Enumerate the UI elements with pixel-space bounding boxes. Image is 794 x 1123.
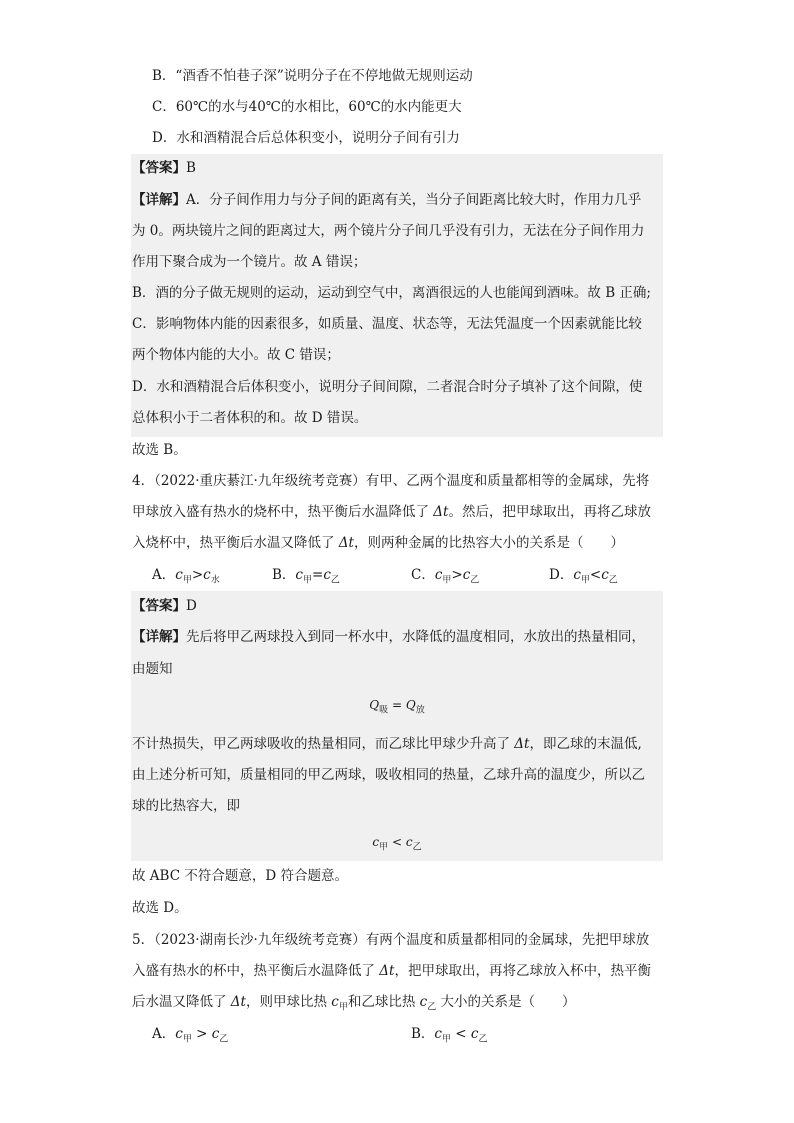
q3-conclusion: 故选 B。	[132, 442, 187, 458]
q4-option-b[interactable]: B．$c_甲=c_乙$	[272, 567, 340, 586]
q4-stem-line: 入烧杯中，热平衡后水温又降低了 Δt，则两种金属的比热容大小的关系是（ ）	[132, 535, 624, 551]
q3-detail-line: D．水和酒精混合后体积变小，说明分子间间隙，二者混合时分子填补了这个间隙，使	[132, 379, 643, 395]
answer-tag: 【答案】	[132, 160, 186, 176]
q4-detail-line: 不计热损失，甲乙两球吸收的热量相同，而乙球比甲球少升高了 Δt，即乙球的末温低,	[132, 736, 642, 752]
q4-detail-line: 【详解】先后将甲乙两球投入到同一杯水中，水降低的温度相同，水放出的热量相同，	[132, 629, 645, 645]
q4-detail-line: 由上述分析可知，质量相同的甲乙两球，吸收相同的热量，乙球升高的温度少，所以乙	[132, 767, 645, 783]
q3-detail-line: 【详解】A．分子间作用力与分子间的距离有关，当分子间距离比较大时，作用力几乎	[132, 192, 642, 208]
q5-stem-line: 入盛有热水的杯中，热平衡后水温降低了 Δt，把甲球取出，再将乙球放入杯中，热平衡	[132, 963, 651, 979]
q4-detail-line: 球的比热容大，即	[132, 798, 240, 814]
q3-detail-line: 两个物体内能的大小。故 C 错误；	[132, 347, 340, 363]
q3-answer	[132, 158, 662, 178]
q5-stem-line: 5．（2023·湖南长沙·九年级统考竞赛）有两个温度和质量都相同的金属球，先把甲球放	[132, 932, 650, 948]
q3-detail-line: B．酒的分子做无规则的运动，运动到空气中，离酒很远的人也能闻到酒味。故 B 正确;	[132, 285, 651, 301]
q3-detail-line: C．影响物体内能的因素很多，如质量、温度、状态等，无法凭温度一个因素就能比较	[132, 316, 642, 332]
q3-detail-line: 总体积小于二者体积的和。故 D 错误。	[132, 410, 368, 426]
q4-option-c[interactable]: C．$c_甲>c_乙$	[411, 567, 480, 586]
q3-option-d: D．水和酒精混合后总体积变小，说明分子间有引力	[152, 130, 460, 146]
q4-stem-line: 甲球放入盛有热水的烧杯中，热平衡后水温降低了 Δt。然后，把甲球取出，再将乙球放	[132, 504, 651, 520]
q5-option-b[interactable]: B．$c_甲 < c_乙$	[411, 1026, 488, 1045]
q4-conclusion: 故选 D。	[132, 900, 188, 916]
q4-detail-line: 由题知	[132, 661, 173, 677]
q3-detail-line: 作用下聚合成为一个镜片。故 A 错误；	[132, 254, 367, 270]
q4-conclusion: 故 ABC 不符合题意，D 符合题意。	[132, 868, 348, 884]
answer-value: D	[186, 598, 197, 614]
q4-stem-line: 4．（2022·重庆綦江·九年级统考竞赛）有甲、乙两个温度和质量都相等的金属球，先将	[132, 473, 650, 489]
q3-detail-line: 为 0。两块镜片之间的距离过大，两个镜片分子间几乎没有引力，无法在分子间作用力	[132, 223, 645, 239]
q3-option-c: C．60℃的水与40℃的水相比，60℃的水内能更大	[152, 99, 462, 115]
answer-value: B	[186, 160, 196, 176]
q3-option-b: B．“酒香不怕巷子深”说明分子在不停地做无规则运动	[152, 68, 473, 84]
q5-option-a[interactable]: A．$c_甲 > c_乙$	[152, 1026, 229, 1045]
q4-option-d[interactable]: D．$c_甲<c_乙$	[549, 567, 618, 586]
answer-tag: 【答案】	[132, 598, 186, 614]
formula-specific-heat: $c_甲 < c_乙$	[372, 835, 422, 853]
formula-heat-balance: $Q_吸 = Q_放$	[369, 698, 425, 716]
q4-answer	[132, 596, 662, 616]
q4-option-a[interactable]: A．$c_甲>c_水$	[152, 567, 220, 586]
detail-tag: 【详解】	[132, 192, 186, 208]
detail-tag: 【详解】	[132, 629, 186, 645]
q5-stem-line: 后水温又降低了 Δt，则甲球比热 $c_甲$和乙球比热 $c_乙$ 大小的关系是（ ）	[132, 994, 576, 1013]
